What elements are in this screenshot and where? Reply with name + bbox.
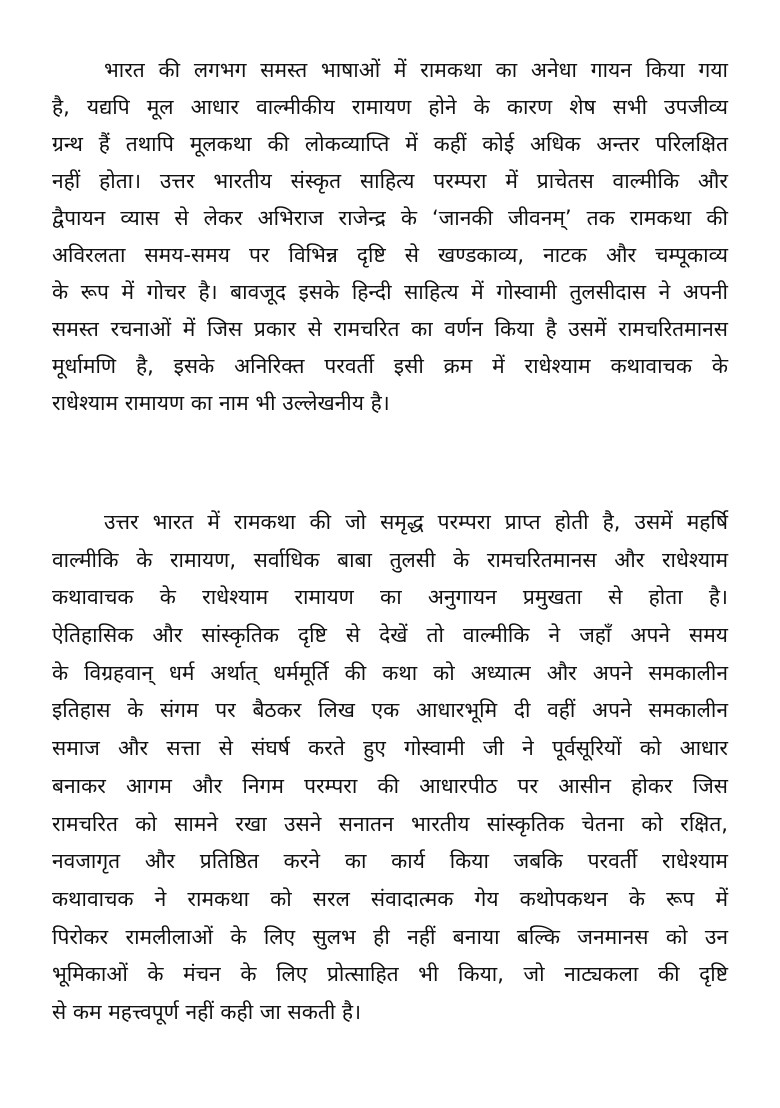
paragraph-1 [52, 52, 728, 422]
text-line: के विग्रहवान् धर्म अर्थात् धर्ममूर्ति की कथा को अध्यात्म और अपने समकालीन [52, 660, 728, 685]
text-line: कथावाचक ने रामकथा को सरल संवादात्मक गेय कथोपकथन के रूप में [52, 886, 728, 911]
text-line: मूर्धामणि है, इसके अनिरिक्त परवर्ती इसी क्रम में राधेश्याम कथावाचक के [52, 354, 728, 378]
text-line: समाज और सत्ता से संघर्ष करते हुए गोस्वामी जी ने पूर्वसूरियों को आधार [52, 736, 728, 761]
text-line: नवजागृत और प्रतिष्ठित करने का कार्य किया जबकि परवर्ती राधेश्याम [52, 849, 728, 874]
text-line: इतिहास के संगम पर बैठकर लिख एक आधारभूमि दी वहीं अपने समकालीन [52, 698, 728, 723]
text-line: भारत की लगभग समस्त भाषाओं में रामकथा का अनेधा गायन किया गया [104, 58, 728, 82]
text-line: भूमिकाओं के मंचन के लिए प्रोत्साहित भी किया, जो नाट्यकला की दृष्टि [52, 962, 728, 987]
paragraph-2 [52, 504, 728, 1032]
text-line: वाल्मीकि के रामायण, सर्वाधिक बाबा तुलसी के रामचरितमानस और राधेश्याम [52, 547, 728, 572]
text-line: राधेश्याम रामायण का नाम भी उल्लेखनीय है। [52, 391, 390, 415]
text-line: है, यद्यपि मूल आधार वाल्मीकीय रामायण होने के कारण शेष सभी उपजीव्य [52, 95, 728, 119]
text-line: द्वैपायन व्यास से लेकर अभिराज राजेन्द्र के ‘जानकी जीवनम्’ तक रामकथा की [52, 206, 728, 230]
text-line: के रूप में गोचर है। बावजूद इसके हिन्दी साहित्य में गोस्वामी तुलसीदास ने अपनी [52, 280, 728, 304]
text-line: नहीं होता। उत्तर भारतीय संस्कृत साहित्य परम्परा में प्राचेतस वाल्मीकि और [52, 169, 728, 193]
text-line: ग्रन्थ हैं तथापि मूलकथा की लोकव्याप्ति में कहीं कोई अधिक अन्तर परिलक्षित [52, 132, 728, 156]
text-line: बनाकर आगम और निगम परम्परा की आधारपीठ पर आसीन होकर जिस [52, 773, 728, 798]
text-line: से कम महत्त्वपूर्ण नहीं कही जा सकती है। [52, 999, 362, 1024]
text-line: कथावाचक के राधेश्याम रामायण का अनुगायन प्रमुखता से होता है। [52, 585, 728, 610]
text-line: पिरोकर रामलीलाओं के लिए सुलभ ही नहीं बनाया बल्कि जनमानस को उन [52, 924, 728, 949]
text-line: अविरलता समय-समय पर विभिन्न दृष्टि से खण्डकाव्य, नाटक और चम्पूकाव्य [52, 243, 728, 267]
text-line: रामचरित को सामने रखा उसने सनातन भारतीय सांस्कृतिक चेतना को रक्षित, [52, 811, 728, 836]
text-line: समस्त रचनाओं में जिस प्रकार से रामचरित का वर्णन किया है उसमें रामचरितमानस [52, 317, 728, 341]
text-line: उत्तर भारत में रामकथा की जो समृद्ध परम्परा प्राप्त होती है, उसमें महर्षि [104, 510, 728, 534]
text-line: ऐतिहासिक और सांस्कृतिक दृष्टि से देखें तो वाल्मीकि ने जहाँ अपने समय [52, 623, 728, 648]
